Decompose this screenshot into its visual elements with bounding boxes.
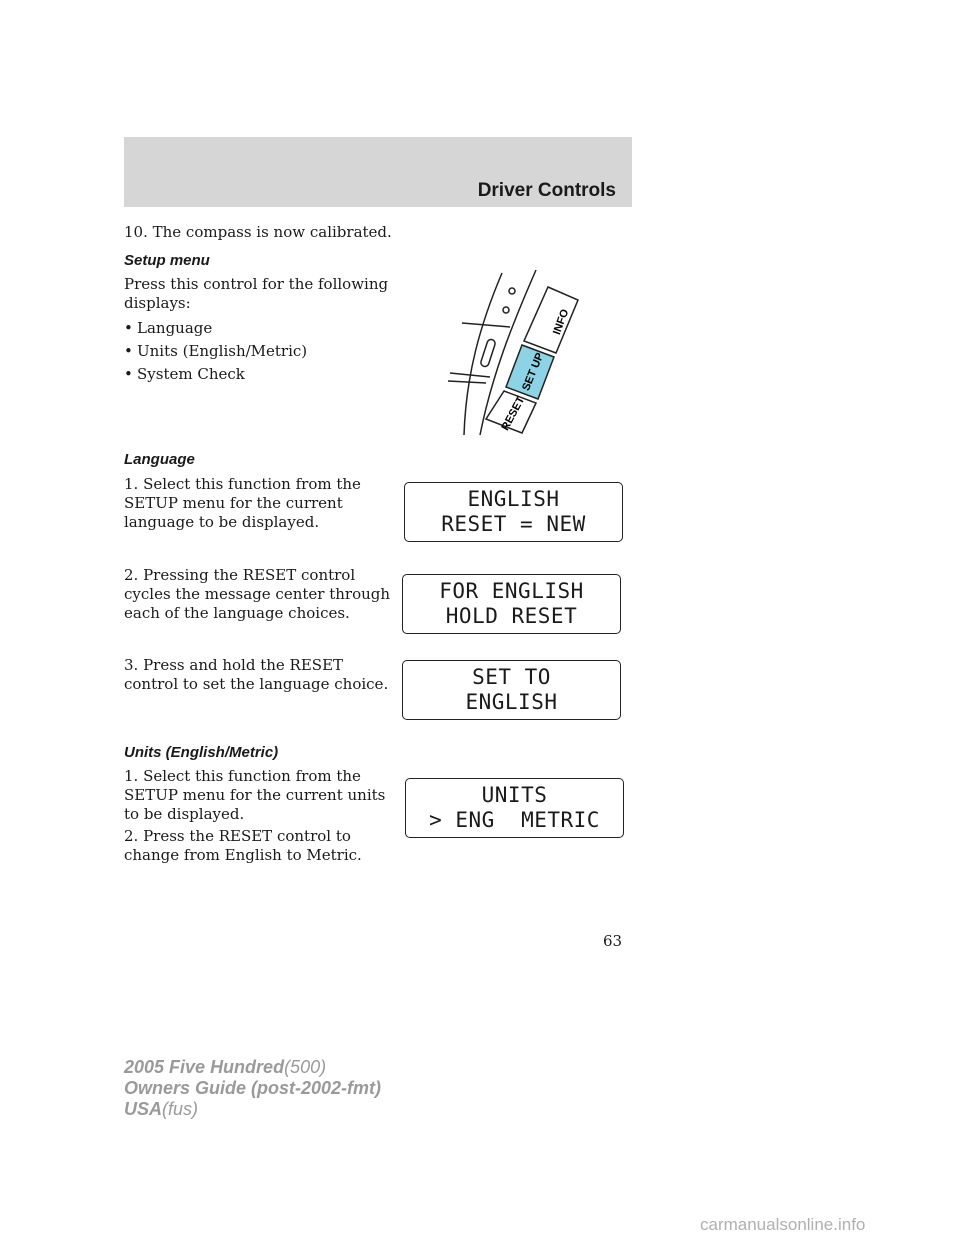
lcd-line: HOLD RESET <box>445 604 578 628</box>
footer-line-3 <box>124 1099 381 1120</box>
lcd-line: > ENG METRIC <box>429 808 600 832</box>
lcd-line: ENGLISH <box>467 487 560 511</box>
console-line <box>448 381 486 383</box>
reset-button[interactable] <box>486 391 536 433</box>
lcd-line: FOR ENGLISH <box>439 579 584 603</box>
list-item: • Language <box>124 319 388 338</box>
footer-line-1 <box>124 1057 381 1078</box>
footer-model-code: (500) <box>284 1057 327 1077</box>
setup-label: SET UP <box>520 351 547 393</box>
footer-region-code: (fus) <box>162 1099 199 1119</box>
step-line: control to set the language choice. <box>124 675 389 693</box>
lcd-units <box>405 778 624 838</box>
units-section <box>124 743 278 762</box>
units-heading: Units (English/Metric) <box>124 744 279 761</box>
step-line: to be displayed. <box>124 805 245 823</box>
lcd-line: UNITS <box>481 783 548 807</box>
indicator-dot <box>503 307 509 313</box>
step-line: SETUP menu for the current <box>124 494 343 512</box>
setup-intro-line: displays: <box>124 294 191 312</box>
footer-region: USA <box>124 1099 163 1119</box>
reset-label: RESET <box>499 394 528 433</box>
step-line: 1. Select this function from the <box>124 475 361 493</box>
step-line: 2. Pressing the RESET control <box>124 566 356 584</box>
indicator-dot <box>509 288 515 294</box>
list-item: • Units (English/Metric) <box>124 342 388 361</box>
language-step-1 <box>124 475 361 532</box>
list-item: • System Check <box>124 365 388 384</box>
footer <box>124 1057 381 1120</box>
language-step-2 <box>124 566 390 623</box>
lcd-hold-reset <box>402 574 621 634</box>
info-label: INFO <box>551 307 572 337</box>
setup-intro-line: Press this control for the following <box>124 275 389 293</box>
setup-list <box>124 319 388 384</box>
footer-line-2 <box>124 1078 381 1099</box>
footer-guide: Owners Guide (post-2002-fmt) <box>124 1078 382 1098</box>
step-line: cycles the message center through <box>124 585 391 603</box>
units-step-2 <box>124 827 362 865</box>
setup-heading: Setup menu <box>124 252 210 269</box>
step-line: 1. Select this function from the <box>124 767 361 785</box>
step-line: SETUP menu for the current units <box>124 786 386 804</box>
language-step-3 <box>124 656 388 694</box>
step-line: change from English to Metric. <box>124 846 362 864</box>
page-number: 63 <box>603 932 623 950</box>
step-line: language to be displayed. <box>124 513 320 531</box>
console-line <box>462 323 510 327</box>
compass-step: 10. The compass is now calibrated. <box>124 223 392 241</box>
section-title: Driver Controls <box>477 180 616 201</box>
lcd-line: RESET = NEW <box>441 512 586 536</box>
header-band <box>124 137 632 207</box>
language-heading: Language <box>124 451 195 468</box>
language-section <box>124 450 195 469</box>
lcd-english-reset <box>404 482 623 542</box>
step-line: each of the language choices. <box>124 604 350 622</box>
lcd-set-to-english <box>402 660 621 720</box>
watermark: carmanualsonline.info <box>700 1215 866 1234</box>
step-line: 2. Press the RESET control to <box>124 827 351 845</box>
control-buttons-illustration <box>440 265 600 445</box>
button-slot <box>480 338 496 367</box>
units-step-1 <box>124 767 385 824</box>
setup-section <box>124 251 388 388</box>
lcd-line: SET TO <box>472 665 551 689</box>
setup-button[interactable] <box>506 345 554 399</box>
lcd-line: ENGLISH <box>465 690 558 714</box>
footer-model: 2005 Five Hundred <box>124 1057 285 1077</box>
setup-intro <box>124 275 388 313</box>
info-button[interactable] <box>524 287 578 353</box>
step-line: 3. Press and hold the RESET <box>124 656 344 674</box>
